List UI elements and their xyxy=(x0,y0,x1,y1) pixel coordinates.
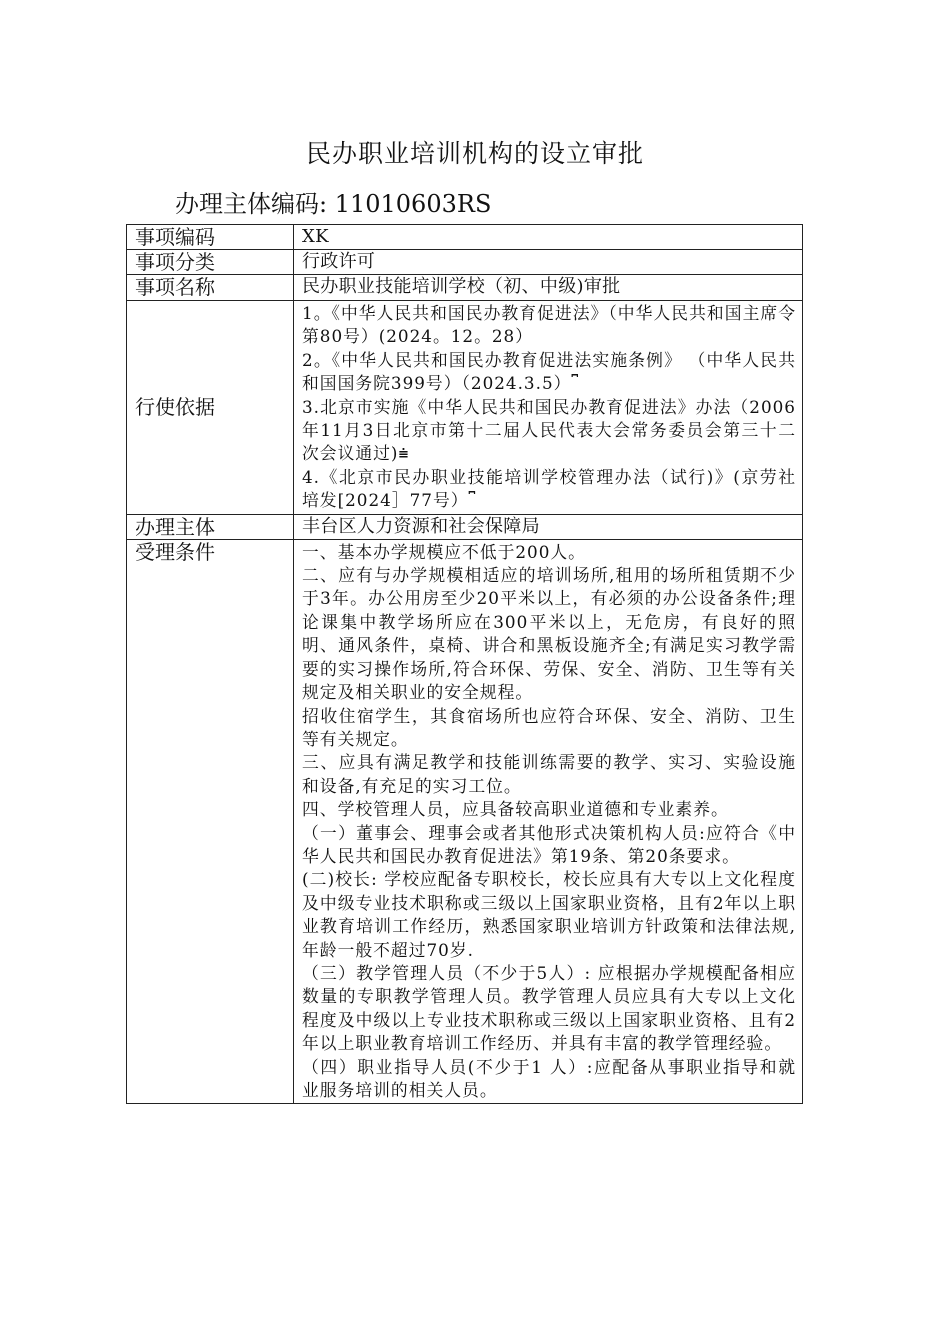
condition-paragraph: （一）董事会、理事会或者其他形式决策机构人员:应符合《中华人民共和国民办教育促进法》第19条、第20条要求。 xyxy=(302,822,796,866)
table-row-acceptance-conditions xyxy=(127,539,803,1104)
item-name-value: 民办职业技能培训学校（初、中级)审批 xyxy=(294,275,803,301)
item-code-value: XK xyxy=(294,225,803,250)
acceptance-conditions-label: 受理条件 xyxy=(127,539,294,1104)
table-row-item-name xyxy=(127,275,803,301)
table-row-handling-entity xyxy=(127,514,803,539)
condition-paragraph: 四、学校管理人员，应具备较高职业道德和专业素养。 xyxy=(302,799,729,820)
item-category-value: 行政许可 xyxy=(294,250,803,275)
table-row-item-category xyxy=(127,250,803,275)
item-category-label: 事项分类 xyxy=(127,250,294,275)
table-row-item-code xyxy=(127,225,803,250)
condition-paragraph: 一、基本办学规模应不低于200人。 xyxy=(302,541,586,562)
condition-paragraph: (二)校长: 学校应配备专职校长，校长应具有大专以上文化程度及中级专业技术职称或三级以上国家职业资格，且有2年以上职业教育培训工作经历，熟悉国家职业培训方针政策和法律法规,年龄一般不超过70岁. xyxy=(302,869,796,960)
legal-basis-item: 4.《北京市民办职业技能培训学校管理办法（试行)》(京劳社培发[2024］77号）⎴ xyxy=(302,466,796,511)
condition-paragraph: （三）教学管理人员（不少于5人）: 应根据办学规模配备相应数量的专职教学管理人员。教学管理人员应具有大专以上文化程度及中级以上专业技术职称或三级以上国家职业资格、且有2年以上职业教育培训工作经历、并具有丰富的教学管理经验。 xyxy=(302,962,796,1054)
condition-paragraph: 三、应具有满足教学和技能训练需要的教学、实习、实验设施和设备,有充足的实习工位。 xyxy=(302,752,796,796)
condition-paragraph: 二、应有与办学规模相适应的培训场所,租用的场所租赁期不少于3年。办公用房至少20平米以上，有必须的办公设备条件;理论课集中教学场所应在300平米以上，无危房，有良好的照明、通风条件，桌椅、讲合和黑板设施齐全;有满足实习教学需要的实习操作场所,符合环保、劳保、安全、消防、卫生等有关规定及相关职业的安全规程。 xyxy=(302,565,796,703)
info-table xyxy=(126,224,803,1104)
item-name-label: 事项名称 xyxy=(127,275,294,301)
handling-entity-label: 办理主体 xyxy=(127,514,294,539)
table-row-legal-basis xyxy=(127,301,803,515)
entity-code: 办理主体编码: 11010603RS xyxy=(175,190,492,218)
legal-basis-label: 行使依据 xyxy=(127,301,294,515)
page-title: 民办职业培训机构的设立审批 xyxy=(305,139,644,168)
legal-basis-value xyxy=(294,301,803,515)
acceptance-conditions-value xyxy=(294,539,803,1104)
condition-paragraph: （四）职业指导人员(不少于1 人）:应配备从事职业指导和就业服务培训的相关人员。 xyxy=(302,1056,796,1100)
legal-basis-item: 2。《中华人民共和国民办教育促进法实施条例》 （中华人民共和国国务院399号）（2024.3.5）⎴ xyxy=(302,349,796,394)
item-code-label: 事项编码 xyxy=(127,225,294,250)
condition-paragraph: 招收住宿学生，其食宿场所也应符合环保、安全、消防、卫生等有关规定。 xyxy=(302,705,796,749)
handling-entity-value: 丰台区人力资源和社会保障局 xyxy=(294,514,803,539)
legal-basis-item: 1。《中华人民共和国民办教育促进法》（中华人民共和国主席令第80号）(2024。12。28） xyxy=(302,303,796,347)
legal-basis-item: 3.北京市实施《中华人民共和国民办教育促进法》办法（2006年11月3日北京市第十二届人民代表大会常务委员会第三十二次会议通过)⩧ xyxy=(302,396,796,464)
